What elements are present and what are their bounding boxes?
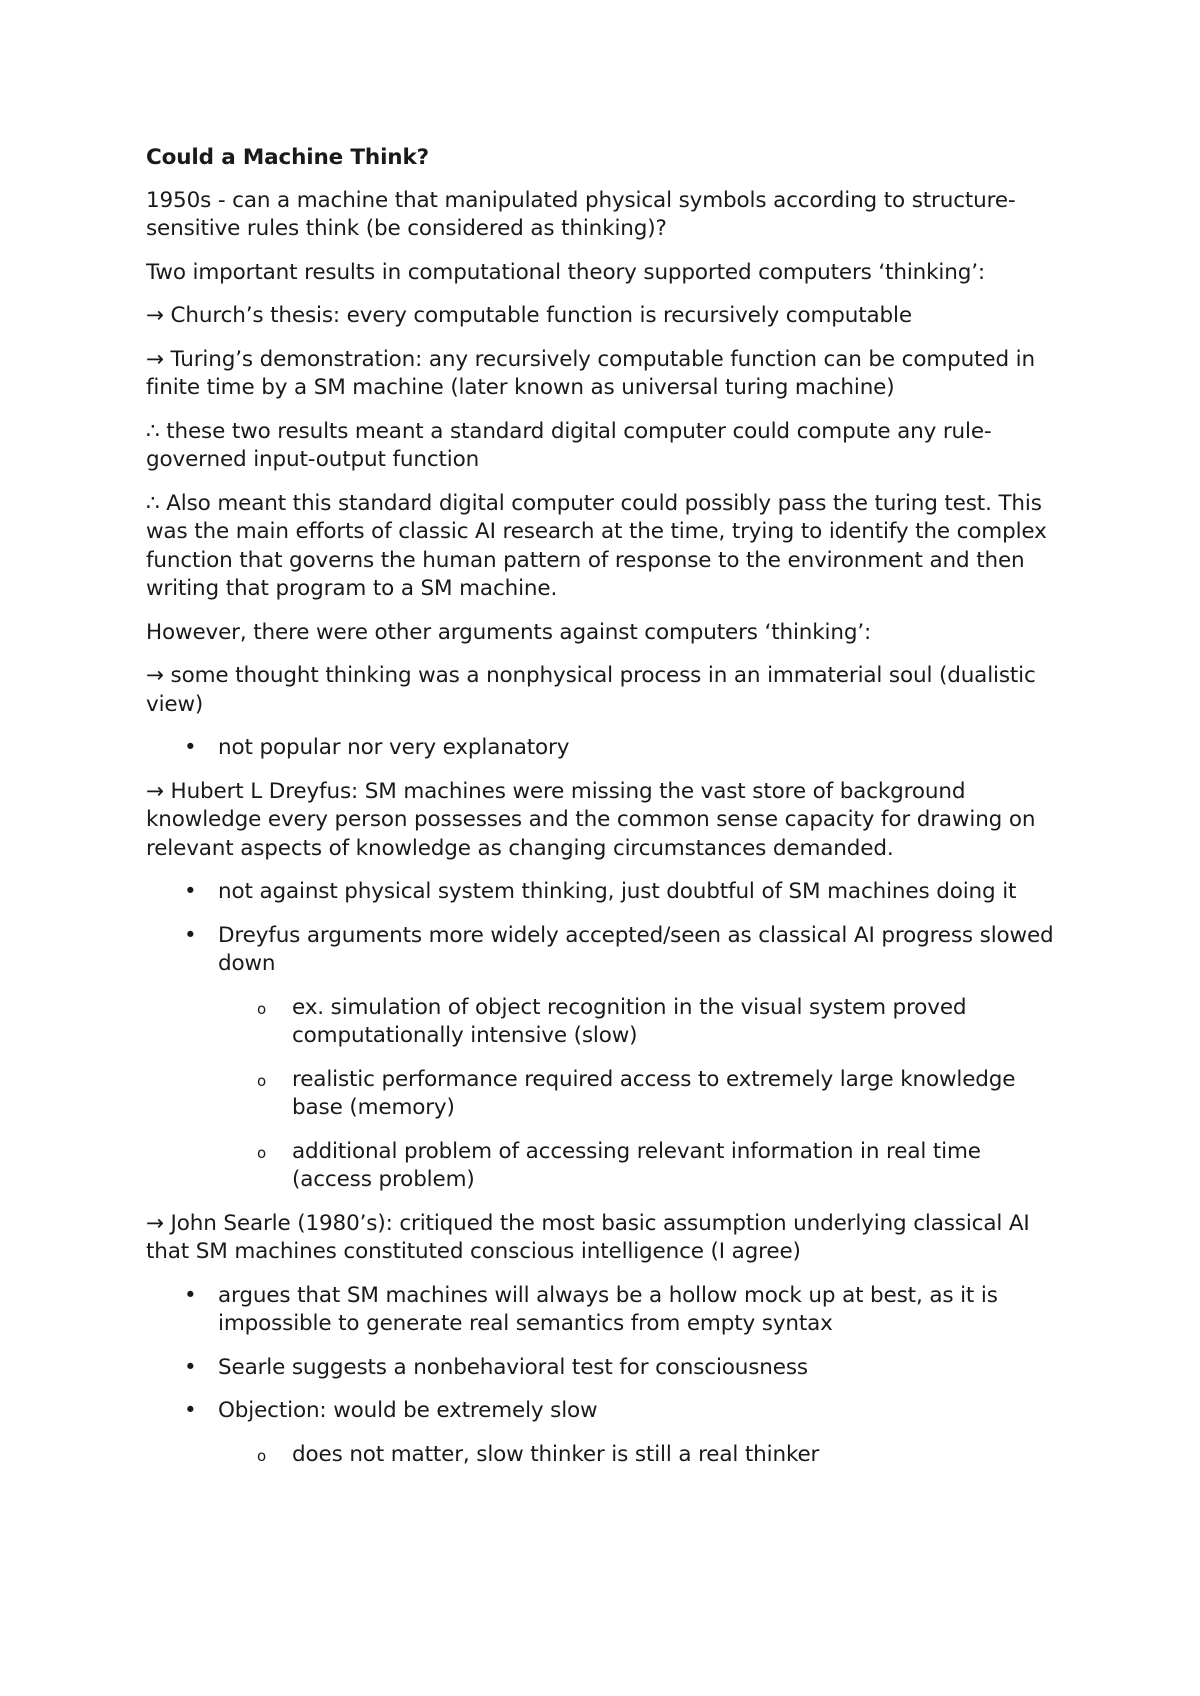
sub-bullet-marker: o bbox=[257, 999, 267, 1018]
paragraph: 1950s - can a machine that manipulated physical symbols according to structure-sensitive rules think (be considered as thinking)? bbox=[146, 187, 1016, 241]
sub-bullet-item bbox=[146, 1066, 1066, 1123]
bullet-marker: • bbox=[184, 1398, 197, 1423]
paragraph: ∴ these two results meant a standard digital computer could compute any rule-governed input-output function bbox=[146, 418, 992, 472]
bullet-marker: • bbox=[184, 735, 197, 760]
sub-bullet-text: does not matter, slow thinker is still a real thinker bbox=[292, 1441, 820, 1467]
bullet-marker: • bbox=[184, 879, 197, 904]
bullet-marker: • bbox=[184, 1354, 197, 1380]
bullet-text: argues that SM machines will always be a hollow mock up at best, as it is impossible to generate real semantics from empty syntax bbox=[218, 1282, 998, 1336]
bullet-item bbox=[146, 922, 1066, 979]
sub-bullet-text: additional problem of accessing relevant information in real time (access problem) bbox=[292, 1138, 981, 1192]
bullet-text: not against physical system thinking, just doubtful of SM machines doing it bbox=[218, 879, 1017, 904]
bullet-item bbox=[146, 734, 1066, 763]
sub-bullet-text: realistic performance required access to extremely large knowledge base (memory) bbox=[292, 1066, 1016, 1120]
sub-bullet-item bbox=[146, 1441, 1066, 1470]
sub-bullet-text: ex. simulation of object recognition in the visual system proved computationally intensive (slow) bbox=[292, 994, 967, 1048]
bullet-text: Searle suggests a nonbehavioral test for consciousness bbox=[218, 1354, 808, 1380]
document-page bbox=[146, 144, 1066, 1484]
paragraph: → Turing’s demonstration: any recursively computable function can be computed in finite time by a SM machine (later known as universal turing machine) bbox=[146, 346, 1035, 400]
paragraph: → some thought thinking was a nonphysical process in an immaterial soul (dualistic view) bbox=[146, 663, 1036, 717]
paragraph: Two important results in computational theory supported computers ‘thinking’: bbox=[146, 259, 985, 285]
document-body bbox=[146, 187, 1066, 1470]
paragraph: → Hubert L Dreyfus: SM machines were missing the vast store of background knowledge every person possesses and the common sense capacity for drawing on relevant aspects of knowledge as changing circumstances demanded. bbox=[146, 778, 1036, 861]
paragraph: ∴ Also meant this standard digital computer could possibly pass the turing test. This was the main efforts of classic AI research at the time, trying to identify the complex function that governs the human pattern of response to the environment and then writing that program to a SM machine. bbox=[146, 490, 1047, 601]
bullet-item bbox=[146, 1397, 1066, 1426]
sub-bullet-item bbox=[146, 1138, 1066, 1195]
sub-bullet-item bbox=[146, 994, 1066, 1051]
bullet-item bbox=[146, 878, 1066, 907]
sub-bullet-marker: o bbox=[257, 1446, 267, 1465]
bullet-item bbox=[146, 1354, 1066, 1383]
bullet-marker: • bbox=[184, 1282, 197, 1308]
sub-bullet-marker: o bbox=[257, 1143, 267, 1162]
paragraph: However, there were other arguments against computers ‘thinking’: bbox=[146, 619, 872, 645]
bullet-marker: • bbox=[184, 922, 197, 948]
bullet-text: not popular nor very explanatory bbox=[218, 735, 570, 760]
paragraph: → John Searle (1980’s): critiqued the most basic assumption underlying classical AI that SM machines constituted conscious intelligence (I agree) bbox=[146, 1210, 1030, 1264]
document-title: Could a Machine Think? bbox=[146, 145, 429, 170]
bullet-text: Dreyfus arguments more widely accepted/seen as classical AI progress slowed down bbox=[218, 922, 1054, 976]
paragraph: → Church’s thesis: every computable function is recursively computable bbox=[146, 303, 912, 328]
sub-bullet-marker: o bbox=[257, 1071, 267, 1090]
bullet-item bbox=[146, 1282, 1066, 1339]
bullet-text: Objection: would be extremely slow bbox=[218, 1398, 598, 1423]
